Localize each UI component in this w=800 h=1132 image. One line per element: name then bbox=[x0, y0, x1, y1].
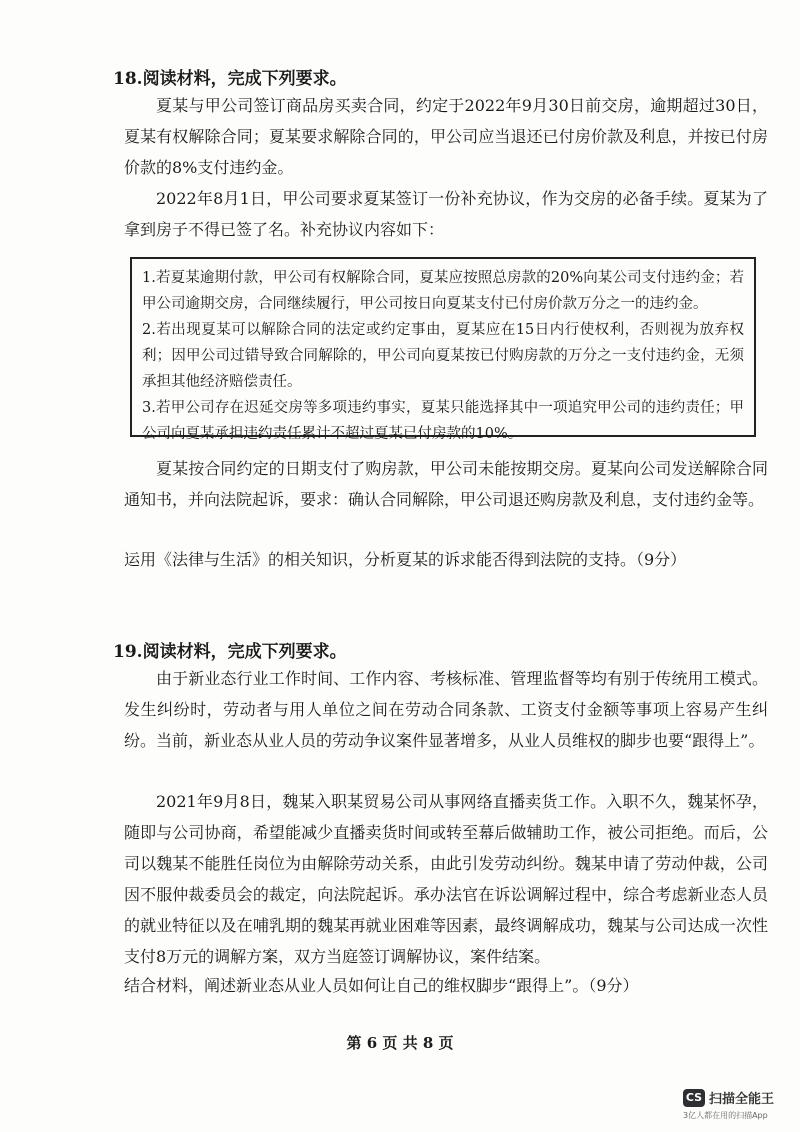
agreement-clause-3: 3.若甲公司存在迟延交房等多项违约事实，夏某只能选择其中一项追究甲公司的违约责任；甲公司向夏某承担违约责任累计不超过夏某已付房款的10%。 bbox=[142, 400, 744, 442]
agreement-clause-1: 1.若夏某逾期付款，甲公司有权解除合同，夏某应按照总房款的20%向某公司支付违约金；若甲公司逾期交房，合同继续履行，甲公司按日向夏某支付已付房价款万分之一的违约金。 bbox=[142, 270, 744, 312]
supplementary-agreement-box bbox=[130, 257, 756, 442]
watermark-slogan: 3亿人都在用的扫描App bbox=[683, 1111, 768, 1120]
camscanner-logo-icon: CS bbox=[683, 1089, 705, 1107]
watermark-name: 扫描全能王 bbox=[709, 1092, 775, 1107]
q18-question: 运用《法律与生活》的相关知识，分析夏某的诉求能否得到法院的支持。（9分） bbox=[124, 550, 687, 569]
q19-question: 结合材料，阐述新业态从业人员如何让自己的维权脚步“跟得上”。（9分） bbox=[124, 976, 639, 995]
agreement-clause-2: 2.若出现夏某可以解除合同的法定或约定事由，夏某应在15日内行使权利，否则视为放弃权利；因甲公司过错导致合同解除的，甲公司向夏某按已付购房款的万分之一支付违约金，无须承担其他经济赔偿责任。 bbox=[142, 322, 744, 390]
question-19-title: 19.阅读材料，完成下列要求。 bbox=[113, 642, 347, 662]
q18-paragraph-2: 2022年8月1日，甲公司要求夏某签订一份补充协议，作为交房的必备手续。夏某为了拿到房子不得已签了名。补充协议内容如下： bbox=[124, 189, 768, 239]
q18-paragraph-1: 夏某与甲公司签订商品房买卖合同，约定于2022年9月30日前交房，逾期超过30日，夏某有权解除合同；夏某要求解除合同的，甲公司应当退还已付房价款及利息，并按已付房价款的8%支付违约金。 bbox=[124, 96, 768, 177]
page-number-text: 第 6 页 共 8 页 bbox=[346, 1034, 454, 1052]
q19-paragraph-1: 由于新业态行业工作时间、工作内容、考核标准、管理监督等均有别于传统用工模式。发生纠纷时，劳动者与用人单位之间在劳动合同条款、工资支付金额等事项上容易产生纠纷。当前，新业态从业人员的劳动争议案件显著增多，从业人员维权的脚步也要“跟得上”。 bbox=[124, 669, 768, 750]
page-number bbox=[0, 1032, 800, 1053]
q19-paragraph-2: 2021年9月8日，魏某入职某贸易公司从事网络直播卖货工作。入职不久，魏某怀孕，随即与公司协商，希望能减少直播卖货时间或转至幕后做辅助工作，被公司拒绝。而后，公司以魏某不能胜任岗位为由解除劳动关系，由此引发劳动纠纷。魏某申请了劳动仲裁，公司因不服仲裁委员会的裁定，向法院起诉。承办法官在诉讼调解过程中，综合考虑新业态人员的就业特征以及在哺乳期的魏某再就业困难等因素，最终调解成功，魏某与公司达成一次性支付8万元的调解方案，双方当庭签订调解协议，案件结案。 bbox=[124, 792, 768, 966]
question-18-title: 18.阅读材料，完成下列要求。 bbox=[113, 69, 347, 89]
scanner-watermark bbox=[683, 1088, 774, 1107]
q18-paragraph-3: 夏某按合同约定的日期支付了购房款，甲公司未能按期交房。夏某向公司发送解除合同通知书，并向法院起诉，要求：确认合同解除，甲公司退还购房款及利息，支付违约金等。 bbox=[124, 459, 768, 509]
